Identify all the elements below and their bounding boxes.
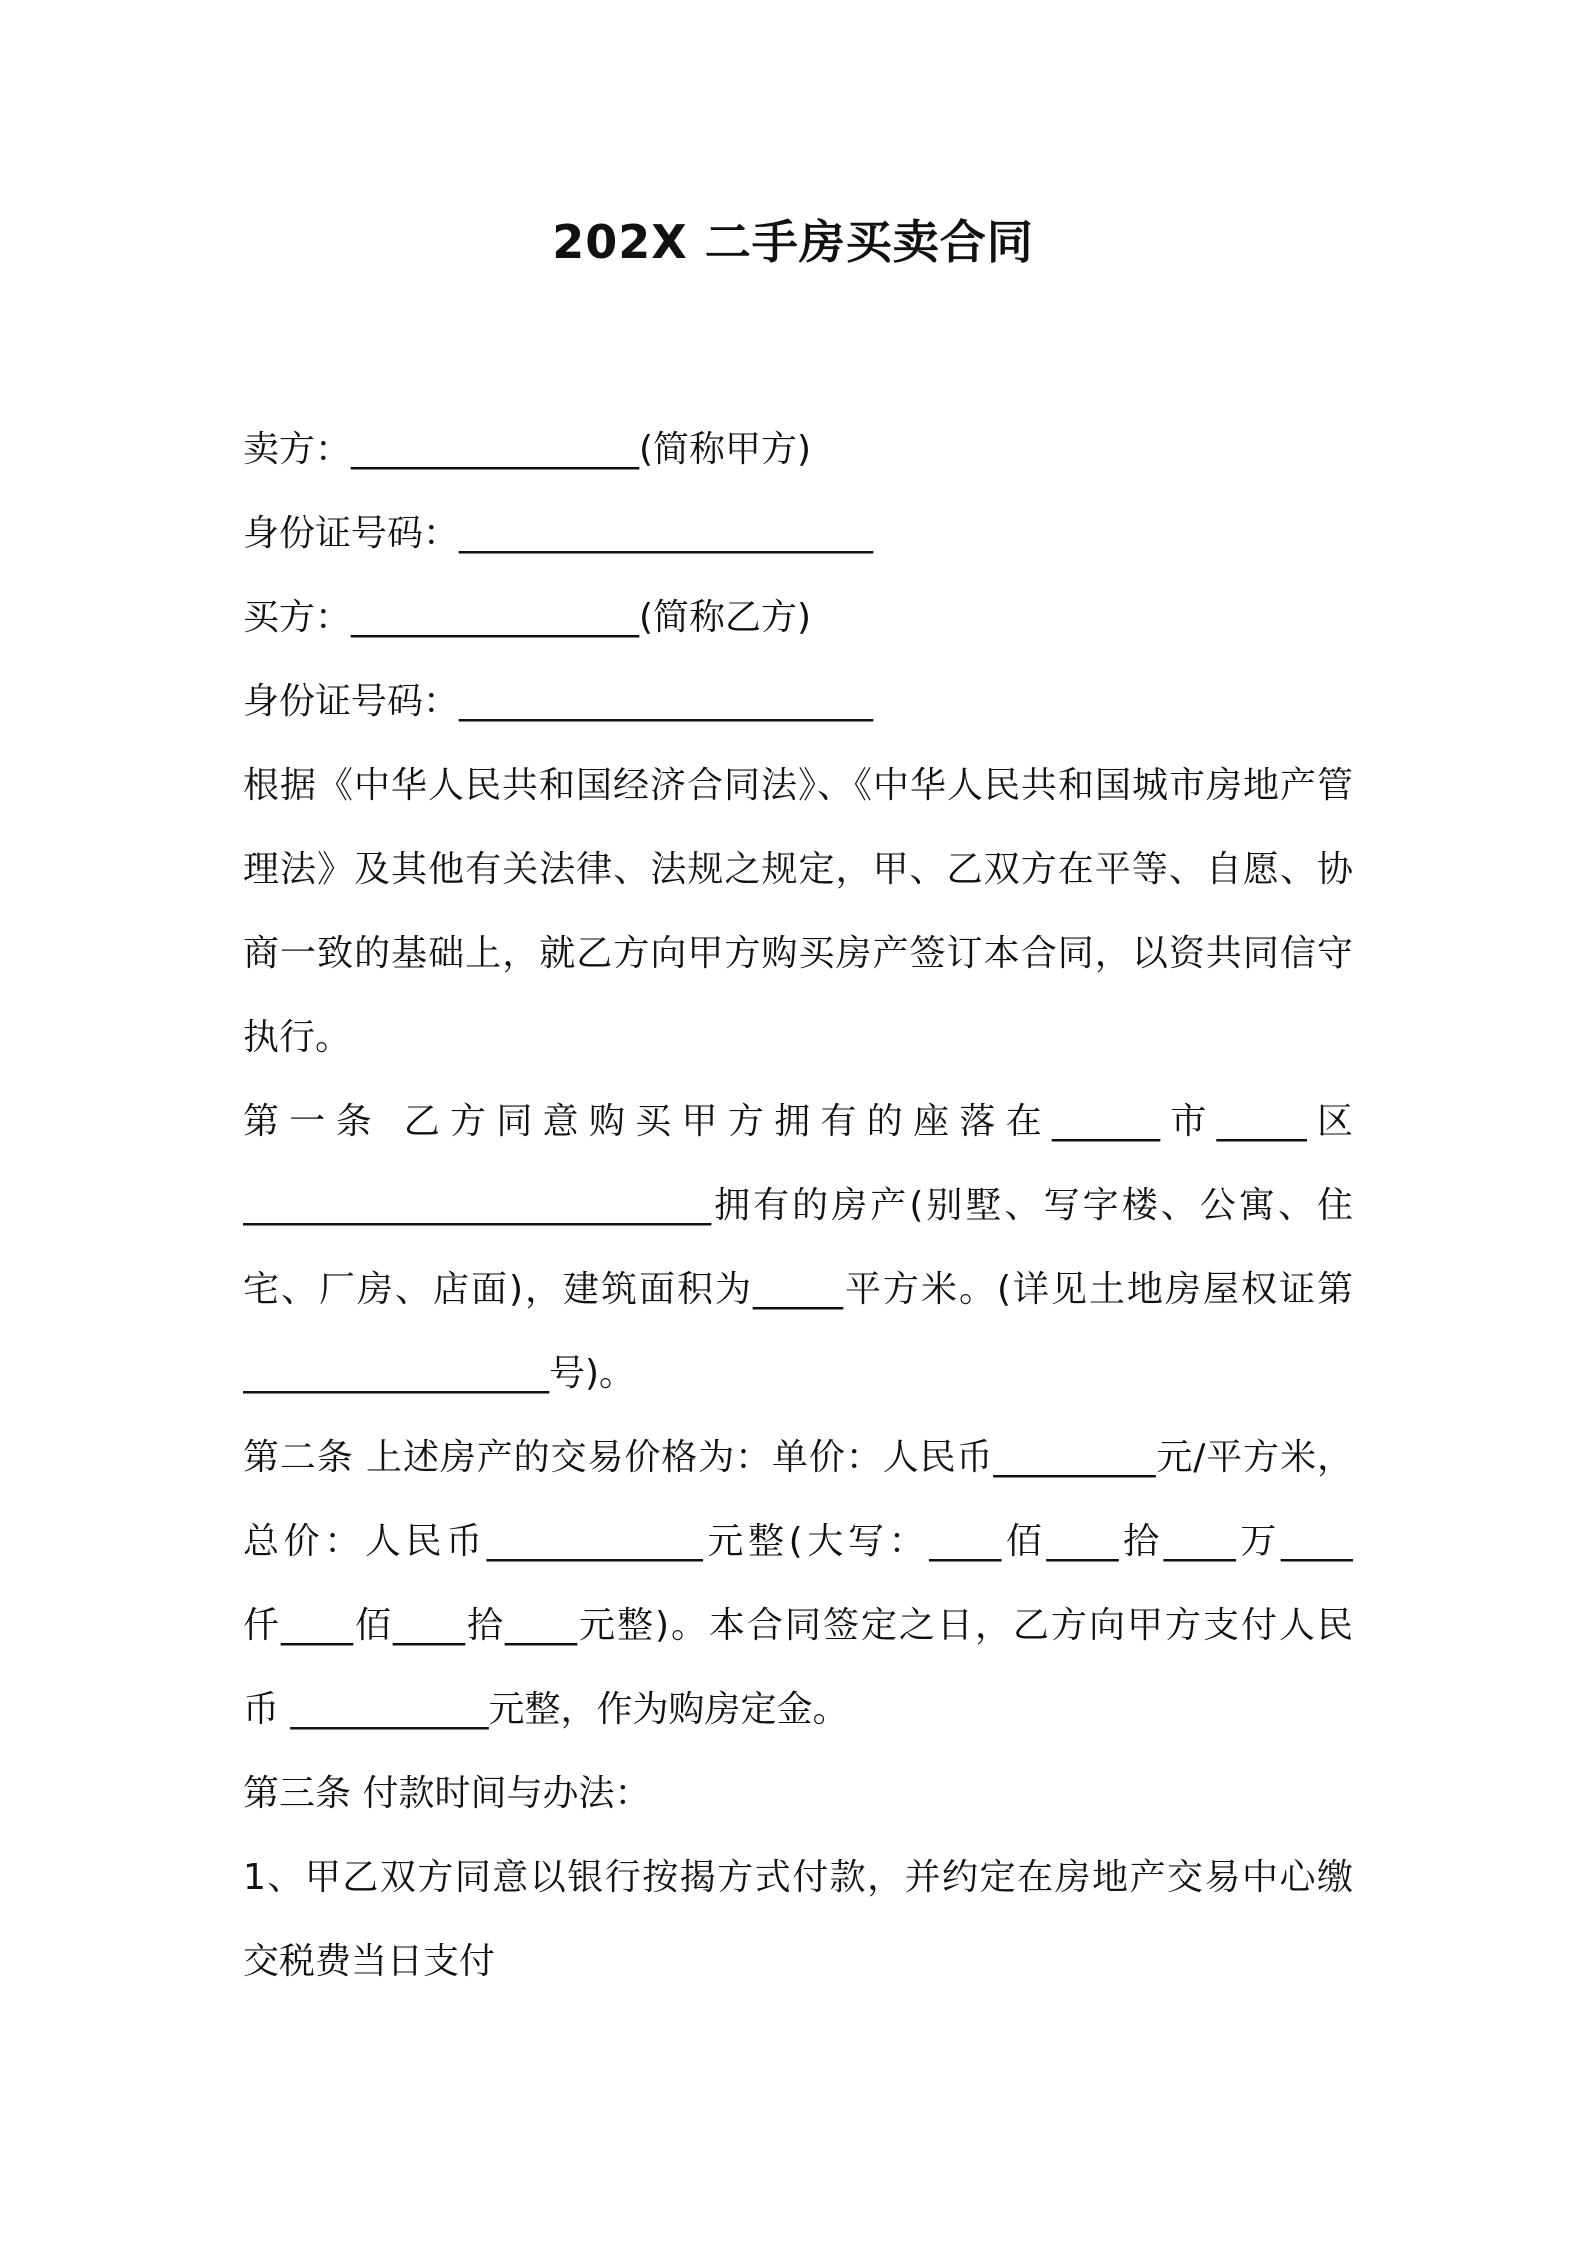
seller-id-line: 身份证号码：_______________________ xyxy=(243,513,874,554)
article-2-line-2: 总价：人民币____________元整(大写：____佰____拾____万____ xyxy=(243,1521,1353,1562)
article-2-line-3: 仟____佰____拾____元整)。本合同签定之日，乙方向甲方支付人民 xyxy=(243,1605,1353,1646)
article-3-item-1-line-1: 1、甲乙双方同意以银行按揭方式付款，并约定在房地产交易中心缴 xyxy=(243,1857,1353,1898)
buyer-line: 买方：________________(简称乙方) xyxy=(243,597,812,638)
article-3-heading: 第三条 付款时间与办法： xyxy=(243,1773,651,1814)
article-1-line-4: _________________号)。 xyxy=(243,1353,636,1394)
article-3-item-1-line-2: 交税费当日支付 xyxy=(243,1941,496,1982)
article-2-line-1: 第二条 上述房产的交易价格为：单价：人民币_________元/平方米， xyxy=(243,1437,1353,1478)
article-1-line-2: __________________________拥有的房产(别墅、写字楼、公寓、住 xyxy=(243,1185,1353,1226)
preamble-line-4: 执行。 xyxy=(243,1017,352,1058)
preamble-line-2: 理法》及其他有关法律、法规之规定，甲、乙双方在平等、自愿、协 xyxy=(243,849,1353,890)
document-title: 202X 二手房买卖合同 xyxy=(552,215,1034,269)
document-body xyxy=(243,408,1353,2004)
preamble-line-3: 商一致的基础上，就乙方向甲方购买房产签订本合同，以资共同信守 xyxy=(243,933,1353,974)
preamble-line-1: 根据《中华人民共和国经济合同法》、《中华人民共和国城市房地产管 xyxy=(243,765,1353,806)
seller-line: 卖方：________________(简称甲方) xyxy=(243,429,812,470)
article-1-line-3: 宅、厂房、店面)，建筑面积为_____平方米。(详见土地房屋权证第 xyxy=(243,1269,1353,1310)
article-2-line-4: 币 ___________元整，作为购房定金。 xyxy=(243,1689,849,1730)
article-1-line-1: 第一条 乙方同意购买甲方拥有的座落在______市_____区 xyxy=(243,1101,1353,1142)
buyer-id-line: 身份证号码：_______________________ xyxy=(243,681,874,722)
